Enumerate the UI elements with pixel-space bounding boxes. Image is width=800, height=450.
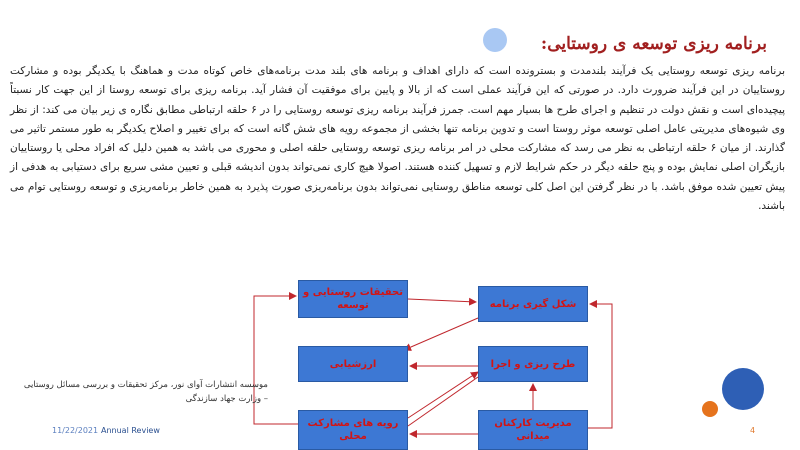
box-local-participation: رویه های مشارکت محلی	[298, 410, 408, 450]
arrow-participation-to-implementation-2	[408, 377, 478, 426]
box-planning-implementation: طرح ریزی و اجرا	[478, 346, 588, 382]
page-number: 4	[750, 426, 756, 435]
box-evaluation: ارزشیابی	[298, 346, 408, 382]
slide-title: برنامه ریزی توسعه ی روستایی:	[540, 34, 767, 54]
footer-label: Annual Review	[101, 426, 160, 435]
box-field-staff-management: مدیریت کارکنان میدانی	[478, 410, 588, 450]
box-program-formation: شکل گیری برنامه	[478, 286, 588, 322]
footer-date: 11/22/2021	[52, 426, 99, 435]
source-citation: موسسه انتشارات آوای نور، مرکز تحقیقات و بررسی مسائل روستایی – وزارت جهاد سازندگی	[23, 380, 268, 404]
arrow-formation-to-evaluation	[404, 318, 478, 350]
arrow-management-to-formation	[588, 304, 612, 428]
arrow-participation-to-implementation-1	[408, 372, 478, 418]
body-paragraph: برنامه ریزی توسعه روستایی یک فرآیند بلندمدت و بسترونده است که دارای اهداف و برنامه های بلند مدت برنامه‌های خاص کوتاه مدت و هماهنگ با یکدیگر بوده و مشارکت روستاییان در این فرآیند ضرورت دارد. در صورتی که این فرآیند عملی است که از بالا و پایین برای موفقیت آن فشار آید. برنامه ریزی برای توسعه روستا از این جهت کار نسبتاً پیچیده‌ای است و نقش دولت در تنظیم و اجرای طرح ها بسیار مهم است. جمرز فرآیند برنامه ریزی توسعه روستایی را در ۶ حلقه ارتباطی مطابق نگاره ی زیر بیان می کند: از نظر وی شیوه‌های مدیریتی عامل اصلی توسعه موثر روستا است و تدوین برنامه تنها بخشی از مجموعه رویه های شش گانه است که برای تغییر و اصلاح یکدیگر به طور مستمر تاثیر می گذارند. از میان ۶ حلقه ارتباطی به نظر می رسد که مشارکت محلی در امر برنامه ریزی توسعه روستایی حلقه اصلی و محوری می باشد به همین دلیل که افراد محلی یا روستاییان بازیگران اصلی نمایش بوده و پنج حلقه دیگر در حکم شرایط لازم و تسهیل کننده هستند. اصولا هیچ کاری نمی‌تواند بدون اندیشه قبلی و تعیین مشی سریع برای دستیابی به هدفی از پیش تعیین شده موفق باشد. با در نظر گرفتن این اصل کلی توسعه مناطق روستایی نمی‌تواند بدون برنامه‌ریزی صورت پذیرد به همین خاطر برنامه‌ریزی و توسعه روستایی توام می باشند.	[10, 65, 786, 213]
box-rural-research: تحقیقات روستایی و توسعه	[298, 280, 408, 318]
arrow-research-to-formation	[408, 299, 476, 302]
